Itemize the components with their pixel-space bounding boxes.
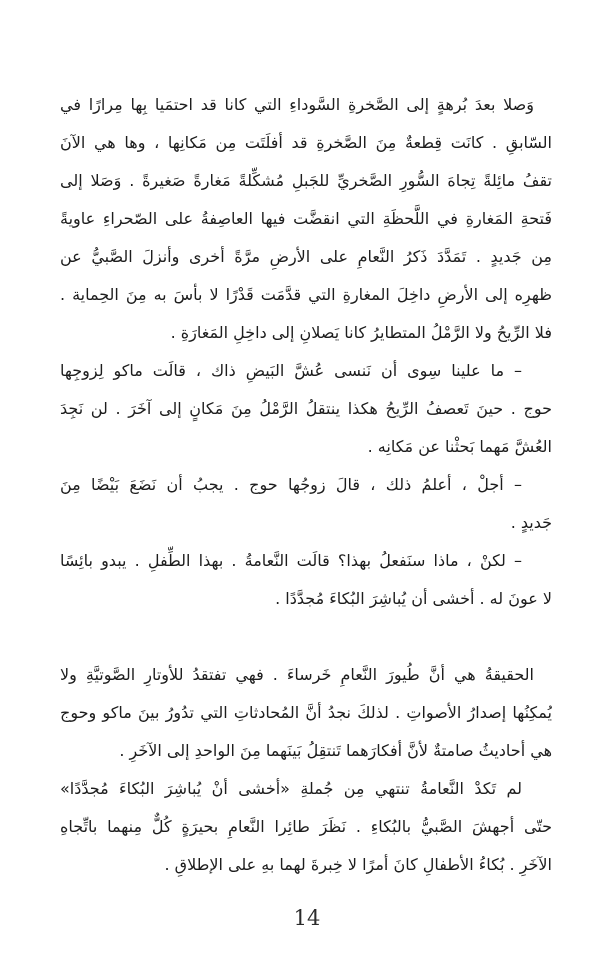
page-number: 14 — [293, 906, 321, 930]
paragraph — [60, 86, 552, 352]
paragraph — [60, 466, 552, 542]
text-line: يُمكِنُها إصدارُ الأصواتِ . لذلكَ نجدُ أنَّ المُحادثاتِ التي تدُورُ بينَ ماكو وحوج — [60, 703, 552, 722]
text-line: فلا الرِّيحُ ولا الرَّمْلُ المتطايرُ كانا يَصلانِ إلى داخِلِ المَغارَةِ . — [170, 323, 552, 342]
text-line: لا عونَ له . أخشى أن يُباشِرَ البُكاءَ مُجدَّدًا . — [275, 589, 552, 608]
text-line: تقفُ مائِلةً تِجاهَ السُّورِ الصَّخريِّ للجَبلِ مُشكِّلةً مَغارةً صَغيرةً . وَصَلا إلى — [60, 171, 552, 190]
paragraph — [60, 770, 552, 884]
text-line: ظهرِه إلى الأرضِ داخِلَ المغارةِ التي قدَّمَت قَدْرًا لا بأسَ به مِنَ الحِماية . — [60, 285, 552, 304]
paragraph — [60, 352, 552, 466]
text-line: جَديدٍ . — [510, 513, 552, 532]
text-line: وَصلا بعدَ بُرهةٍ إلى الصَّخرةِ السَّوداءِ التي كانا قد احتمَيا بِها مِرارًا في — [60, 95, 534, 114]
text-block — [60, 86, 552, 884]
paragraph — [60, 656, 552, 770]
text-line: العُشَّ مَهما بَحثْنا عن مَكانِه . — [367, 437, 552, 456]
text-line: الآخَرِ . بُكاءُ الأطفالِ كانَ أمرًا لا خِبرةَ لهما بهِ على الإطلاقِ . — [164, 855, 552, 874]
text-line: لم تَكدْ النَّعامةُ تنتهي مِن جُملةِ «أخشى أنْ يُباشِرَ البُكاءَ مُجدَّدًا» — [60, 779, 522, 798]
text-line: حوج . حينَ تَعصفُ الرِّيحُ هكذا ينتقلُ الرَّمْلُ مِنَ مَكانٍ إلى آخَرَ . لن نَجِدَ — [60, 399, 552, 418]
text-line: حتّى أجهشَ الصَّبيُّ بالبُكاءِ . نَظَرَ طائِرا النَّعامِ بحيرَةٍ كُلٌّ مِنهما باتِّجاهِ — [60, 817, 552, 836]
text-line: مِن جَديدٍ . تَمَدَّدَ ذَكرُ النَّعامِ على الأرضِ مرَّةً أخرى وأنزلَ الصَّبيُّ عن — [60, 247, 552, 266]
text-line: الحقيقةُ هي أنَّ طُيورَ النَّعامِ خَرساءَ . فهي تفتقدُ للأوتارِ الصَّوتيَّةِ ولا — [60, 665, 534, 684]
text-line: – لكنْ ، ماذا سنَفعلُ بهذا؟ قالَت النَّعامةُ . بهذا الطِّفلِ . يبدو بائِسًا — [60, 551, 522, 570]
text-line: هي أحاديثُ صامتةٌ لأنَّ أفكارَهما تَنتقِلُ بَينَهما مِنَ الواحدِ إلى الآخَرِ . — [119, 741, 552, 760]
paragraph — [60, 542, 552, 618]
text-line: السّابقِ . كانَت قِطعةٌ مِنَ الصَّخرةِ قد أفلَتَت مِن مَكانِها ، وها هي الآنَ — [60, 133, 552, 152]
text-line: فَتحةِ المَغارةِ في اللَّحظَةِ التي انقضَّت فيها العاصِفةُ على الصّحراءِ عاويةً — [60, 209, 552, 228]
text-line: – أجلْ ، أعلمُ ذلك ، قالَ زوجُها حوج . يجبُ أن نَضَعَ بَيْضًا مِنَ — [60, 475, 522, 494]
text-line: – ما علينا سِوى أن نَنسى عُشَّ البَيضِ ذاك ، قالَت ماكو لِزوجِها — [60, 361, 522, 380]
